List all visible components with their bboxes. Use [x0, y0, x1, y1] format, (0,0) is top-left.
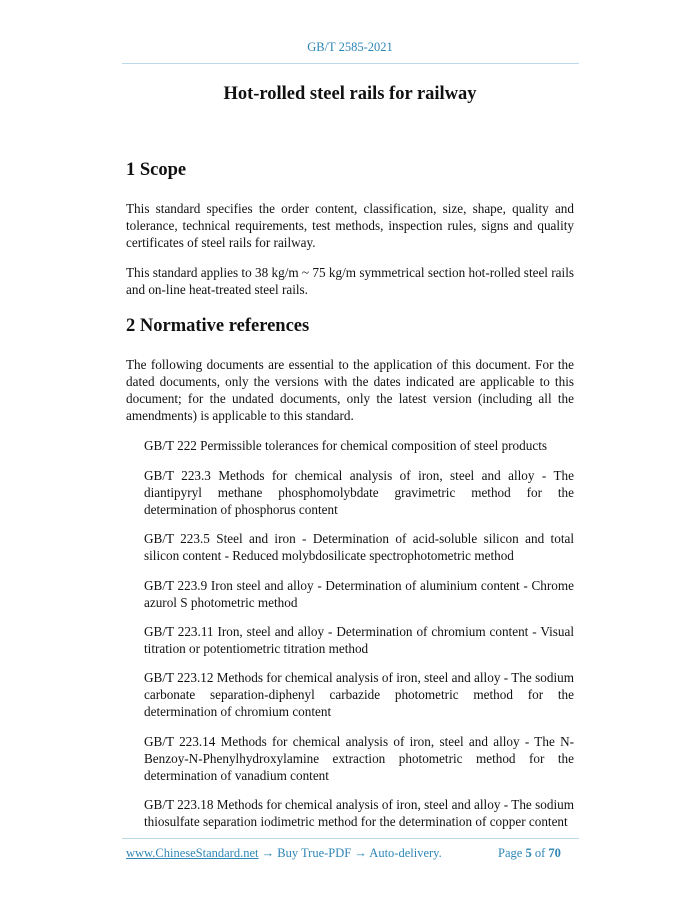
header-standard-code: GB/T 2585-2021: [307, 40, 393, 54]
page-prefix: Page: [498, 846, 523, 860]
reference-item: GB/T 223.12 Methods for chemical analysis of iron, steel and alloy - The sodium carbonate separation-diphenyl carbazide photometric method for the determination of chromium content: [144, 670, 574, 719]
scope-paragraph-2: This standard applies to 38 kg/m ~ 75 kg/m symmetrical section hot-rolled steel rails and on-line heat-treated steel rails.: [126, 265, 574, 297]
reference-item: GB/T 223.5 Steel and iron - Determination of acid-soluble silicon and total silicon content - Reduced molybdosilicate spectrophotometric method: [144, 531, 574, 563]
reference-item: GB/T 223.3 Methods for chemical analysis of iron, steel and alloy - The diantipyryl methane phosphomolybdate gravimetric method for the determination of phosphorus content: [144, 468, 574, 517]
footer-divider: [122, 838, 579, 839]
reference-item: GB/T 223.9 Iron steel and alloy - Determination of aluminium content - Chrome azurol S photometric method: [144, 578, 574, 610]
reference-item: GB/T 223.18 Methods for chemical analysis of iron, steel and alloy - The sodium thiosulfate separation iodimetric method for the determination of copper content: [144, 797, 574, 829]
page-number: 5: [525, 846, 532, 860]
normative-intro-paragraph: The following documents are essential to the application of this document. For the dated documents, only the versions with the dates indicated are applicable to this document; for the undated documents, only the latest version (including all the amendments) is applicable to this standard.: [126, 357, 574, 423]
page-of: of: [534, 846, 546, 860]
footer-page-indicator: [498, 846, 561, 861]
reference-item: GB/T 223.11 Iron, steel and alloy - Determination of chromium content - Visual titration or potentiometric titration method: [144, 624, 574, 656]
footer-tagline: → Buy True-PDF → Auto-delivery.: [258, 846, 442, 860]
reference-item: GB/T 222 Permissible tolerances for chemical composition of steel products: [144, 438, 547, 453]
section-heading-normative-references: 2 Normative references: [126, 316, 310, 336]
footer-site-banner: [126, 846, 442, 861]
scope-paragraph-1: This standard specifies the order content, classification, size, shape, quality and tolerance, technical requirements, test methods, inspection rules, signs and quality certificates of steel rails for railway.: [126, 201, 574, 250]
document-title: Hot-rolled steel rails for railway: [223, 84, 477, 104]
page-total: 70: [548, 846, 561, 860]
header-divider: [122, 63, 579, 64]
section-heading-scope: 1 Scope: [126, 160, 187, 180]
footer-site-link[interactable]: www.ChineseStandard.net: [126, 846, 259, 860]
reference-item: GB/T 223.14 Methods for chemical analysis of iron, steel and alloy - The N-Benzoy-N-Phenylhydroxylamine extraction photometric method for the determination of vanadium content: [144, 734, 574, 783]
